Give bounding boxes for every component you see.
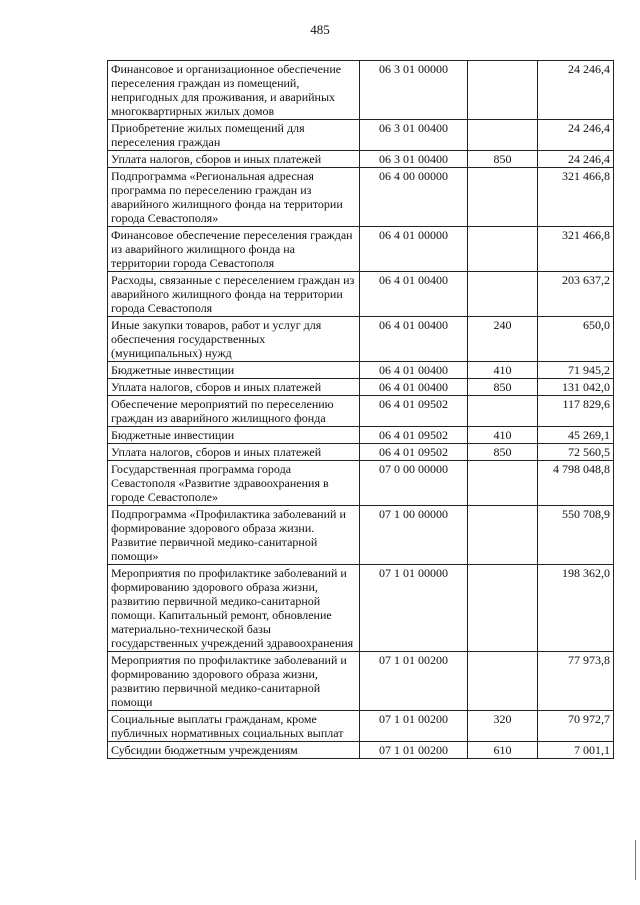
row-code: 06 4 01 09502 [360, 396, 468, 427]
row-type [468, 168, 538, 227]
table-row [108, 151, 614, 168]
row-name: Субсидии бюджетным учреждениям [108, 742, 360, 759]
row-sum: 72 560,5 [538, 444, 614, 461]
budget-table-body [108, 61, 614, 759]
row-type [468, 461, 538, 506]
row-name: Уплата налогов, сборов и иных платежей [108, 444, 360, 461]
table-row [108, 565, 614, 652]
row-type: 850 [468, 151, 538, 168]
table-row [108, 168, 614, 227]
row-name: Подпрограмма «Региональная адресная программа по переселению граждан из аварийного жилищного фонда на территории города Севастополя» [108, 168, 360, 227]
row-sum: 321 466,8 [538, 227, 614, 272]
budget-table [107, 60, 614, 759]
row-name: Бюджетные инвестиции [108, 362, 360, 379]
row-code: 06 4 01 09502 [360, 427, 468, 444]
row-sum: 45 269,1 [538, 427, 614, 444]
table-row [108, 461, 614, 506]
row-type [468, 61, 538, 120]
table-row [108, 61, 614, 120]
row-sum: 203 637,2 [538, 272, 614, 317]
table-row [108, 742, 614, 759]
table-row [108, 444, 614, 461]
row-sum: 550 708,9 [538, 506, 614, 565]
row-type [468, 227, 538, 272]
row-code: 06 3 01 00400 [360, 151, 468, 168]
row-sum: 24 246,4 [538, 120, 614, 151]
row-sum: 321 466,8 [538, 168, 614, 227]
row-type: 320 [468, 711, 538, 742]
row-type [468, 565, 538, 652]
row-code: 06 4 01 00400 [360, 362, 468, 379]
row-name: Уплата налогов, сборов и иных платежей [108, 151, 360, 168]
row-name: Приобретение жилых помещений для переселения граждан [108, 120, 360, 151]
row-name: Государственная программа города Севастополя «Развитие здравоохранения в городе Севастополе» [108, 461, 360, 506]
table-row [108, 317, 614, 362]
row-code: 06 3 01 00400 [360, 120, 468, 151]
row-name: Мероприятия по профилактике заболеваний и формированию здорового образа жизни, развитию первичной медико-санитарной помощи [108, 652, 360, 711]
row-code: 07 1 01 00200 [360, 711, 468, 742]
row-type: 410 [468, 427, 538, 444]
row-sum: 131 042,0 [538, 379, 614, 396]
row-type [468, 120, 538, 151]
row-name: Мероприятия по профилактике заболеваний и формированию здорового образа жизни, развитию первичной медико-санитарной помощи. Капитальный ремонт, обновление материально-технической базы государственных учреждений здравоохранения [108, 565, 360, 652]
row-code: 06 4 01 00000 [360, 227, 468, 272]
row-sum: 70 972,7 [538, 711, 614, 742]
row-code: 06 3 01 00000 [360, 61, 468, 120]
row-type: 410 [468, 362, 538, 379]
table-row [108, 272, 614, 317]
row-type [468, 396, 538, 427]
table-row [108, 120, 614, 151]
table-row [108, 711, 614, 742]
table-row [108, 427, 614, 444]
row-name: Подпрограмма «Профилактика заболеваний и формирование здорового образа жизни. Развитие первичной медико-санитарной помощи» [108, 506, 360, 565]
row-code: 06 4 01 00400 [360, 272, 468, 317]
row-name: Финансовое и организационное обеспечение переселения граждан из помещений, непригодных для проживания, и аварийных многоквартирных жилых домов [108, 61, 360, 120]
row-sum: 198 362,0 [538, 565, 614, 652]
row-code: 07 1 01 00200 [360, 742, 468, 759]
row-code: 06 4 00 00000 [360, 168, 468, 227]
table-row [108, 227, 614, 272]
row-sum: 650,0 [538, 317, 614, 362]
row-type [468, 272, 538, 317]
table-row [108, 396, 614, 427]
row-type: 850 [468, 379, 538, 396]
row-name: Бюджетные инвестиции [108, 427, 360, 444]
row-type: 850 [468, 444, 538, 461]
row-name: Расходы, связанные с переселением граждан из аварийного жилищного фонда на территории города Севастополя [108, 272, 360, 317]
row-code: 06 4 01 00400 [360, 317, 468, 362]
scan-edge-line [635, 840, 636, 880]
row-code: 07 0 00 00000 [360, 461, 468, 506]
row-sum: 117 829,6 [538, 396, 614, 427]
row-code: 06 4 01 00400 [360, 379, 468, 396]
table-row [108, 362, 614, 379]
row-name: Уплата налогов, сборов и иных платежей [108, 379, 360, 396]
row-code: 07 1 01 00000 [360, 565, 468, 652]
row-code: 06 4 01 09502 [360, 444, 468, 461]
row-sum: 71 945,2 [538, 362, 614, 379]
row-type [468, 506, 538, 565]
row-type: 240 [468, 317, 538, 362]
row-name: Иные закупки товаров, работ и услуг для обеспечения государственных (муниципальных) нужд [108, 317, 360, 362]
row-code: 07 1 00 00000 [360, 506, 468, 565]
row-type: 610 [468, 742, 538, 759]
row-sum: 7 001,1 [538, 742, 614, 759]
row-name: Социальные выплаты гражданам, кроме публичных нормативных социальных выплат [108, 711, 360, 742]
row-sum: 24 246,4 [538, 61, 614, 120]
row-sum: 24 246,4 [538, 151, 614, 168]
page-number: 485 [310, 22, 330, 37]
row-name: Финансовое обеспечение переселения граждан из аварийного жилищного фонда на территории города Севастополя [108, 227, 360, 272]
table-row [108, 379, 614, 396]
row-code: 07 1 01 00200 [360, 652, 468, 711]
row-name: Обеспечение мероприятий по переселению граждан из аварийного жилищного фонда [108, 396, 360, 427]
row-sum: 4 798 048,8 [538, 461, 614, 506]
row-sum: 77 973,8 [538, 652, 614, 711]
table-row [108, 652, 614, 711]
table-row [108, 506, 614, 565]
row-type [468, 652, 538, 711]
